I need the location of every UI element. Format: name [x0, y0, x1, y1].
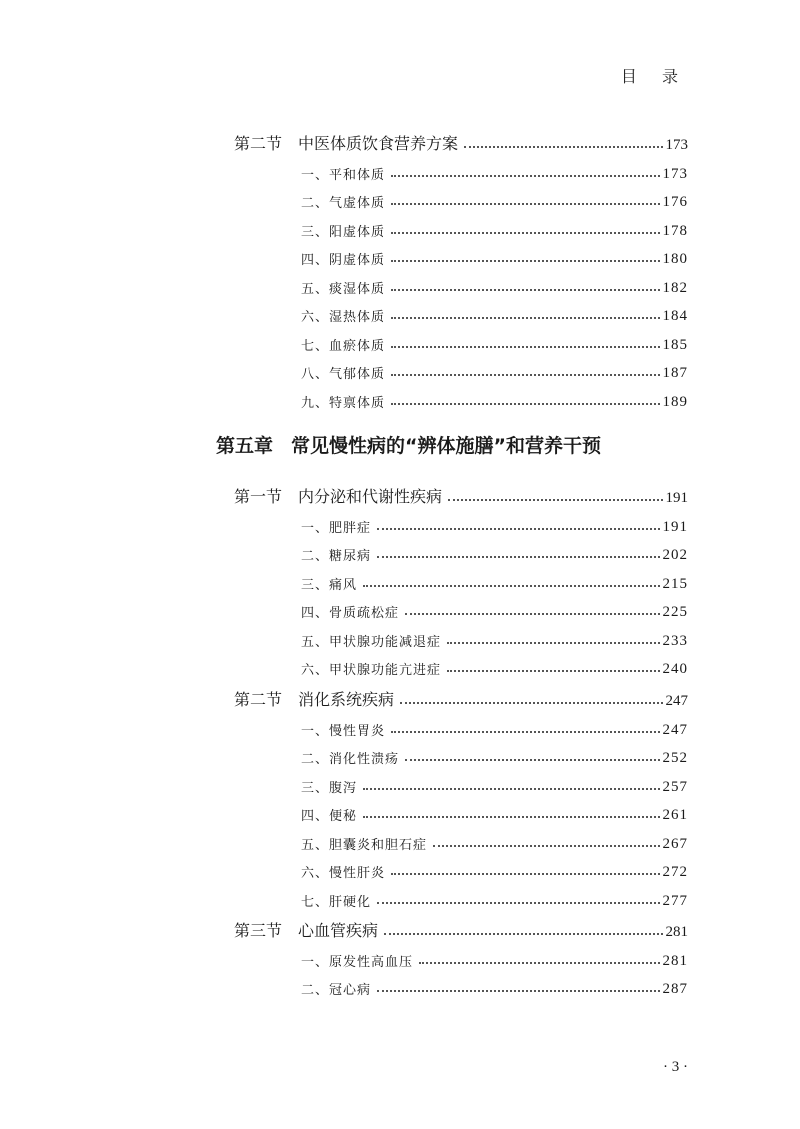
toc-entry-label — [234, 918, 384, 941]
toc-section-entry — [0, 686, 800, 710]
toc-item-entry — [0, 216, 800, 240]
toc-page-number: 182 — [662, 280, 688, 296]
toc-item-entry — [0, 187, 800, 211]
dot-leader — [419, 962, 659, 964]
toc-entry-label — [301, 278, 391, 297]
dot-leader — [391, 317, 659, 319]
dot-leader — [391, 175, 659, 177]
toc-page-number: 257 — [662, 779, 688, 795]
toc-entry-label — [301, 805, 363, 824]
toc-entry-title: 四、阴虚体质 — [301, 253, 386, 268]
toc-entry-label — [301, 862, 391, 881]
dot-leader — [391, 346, 659, 348]
toc-page-number: 184 — [662, 308, 688, 324]
toc-section-entry — [0, 483, 800, 507]
toc-entry-title: 一、慢性胃炎 — [301, 724, 386, 739]
chapter-heading — [216, 431, 601, 458]
dot-leader — [433, 845, 659, 847]
toc-item-entry — [0, 358, 800, 382]
toc-entry-title: 五、痰湿体质 — [301, 282, 386, 297]
toc-page-number: 173 — [662, 166, 688, 182]
toc-entry-title: 八、气郁体质 — [301, 367, 386, 382]
toc-item-entry — [0, 273, 800, 297]
toc-entry-label — [234, 687, 400, 710]
toc-page-number: 281 — [665, 924, 688, 940]
toc-entry-label — [301, 631, 447, 650]
toc-page-number: 277 — [662, 893, 688, 909]
dot-leader — [391, 731, 659, 733]
toc-page-number: 287 — [662, 981, 688, 997]
toc-entry-label — [301, 164, 391, 183]
toc-entry-label — [301, 221, 391, 240]
toc-entry-title: 中医体质饮食营养方案 — [298, 134, 459, 153]
toc-entry-label — [301, 748, 405, 767]
toc-entry-label — [301, 545, 377, 564]
toc-page-number: 247 — [662, 722, 688, 738]
toc-page-number: 191 — [662, 519, 688, 535]
dot-leader — [363, 816, 659, 818]
toc-page-number: 189 — [662, 394, 688, 410]
toc-entry-title: 六、慢性肝炎 — [301, 866, 386, 881]
toc-item-entry — [0, 597, 800, 621]
toc-page-number: 187 — [662, 365, 688, 381]
toc-entry-title: 二、冠心病 — [301, 983, 372, 998]
toc-entry-title: 一、平和体质 — [301, 168, 386, 183]
toc-entry-title: 一、原发性高血压 — [301, 955, 414, 970]
toc-item-entry — [0, 301, 800, 325]
toc-item-entry — [0, 654, 800, 678]
toc-entry-label — [301, 891, 377, 910]
toc-item-entry — [0, 974, 800, 998]
dot-leader — [405, 613, 659, 615]
toc-section-entry — [0, 917, 800, 941]
toc-entry-title: 七、血瘀体质 — [301, 339, 386, 354]
toc-item-entry — [0, 540, 800, 564]
toc-page-number: 173 — [665, 137, 688, 153]
toc-section-number: 第三节 — [234, 921, 283, 940]
toc-entry-label — [301, 363, 391, 382]
dot-leader — [391, 403, 659, 405]
dot-leader — [363, 585, 659, 587]
toc-entry-title: 消化系统疾病 — [298, 690, 395, 709]
toc-section-number: 第二节 — [234, 134, 283, 153]
page-header-title: 目 录 — [620, 67, 688, 86]
toc-page-number: 233 — [662, 633, 688, 649]
dot-leader — [405, 759, 659, 761]
toc-entry-label — [301, 335, 391, 354]
toc-entry-label — [301, 602, 405, 621]
toc-entry-label — [301, 659, 447, 678]
toc-entry-label — [301, 951, 419, 970]
toc-page-number: 215 — [662, 576, 688, 592]
dot-leader — [391, 873, 659, 875]
toc-page-number: 180 — [662, 251, 688, 267]
toc-entry-label — [301, 574, 363, 593]
toc-section-number: 第二节 — [234, 690, 283, 709]
toc-page-number: 240 — [662, 661, 688, 677]
toc-entry-label — [301, 306, 391, 325]
toc-entry-label — [301, 249, 391, 268]
toc-page-number: 267 — [662, 836, 688, 852]
toc-entry-title: 内分泌和代谢性疾病 — [298, 487, 443, 506]
toc-entry-title: 心血管疾病 — [298, 921, 379, 940]
toc-item-entry — [0, 244, 800, 268]
toc-page-number: 247 — [665, 693, 688, 709]
toc-section-number: 第一节 — [234, 487, 283, 506]
toc-page-number: 261 — [662, 807, 688, 823]
toc-entry-label — [301, 834, 433, 853]
dot-leader — [391, 289, 659, 291]
dot-leader — [377, 556, 659, 558]
dot-leader — [391, 232, 659, 234]
dot-leader — [377, 528, 659, 530]
toc-entry-label — [234, 131, 464, 154]
toc-entry-label — [301, 192, 391, 211]
toc-entry-title: 四、骨质疏松症 — [301, 606, 400, 621]
toc-entry-title: 三、痛风 — [301, 578, 358, 593]
toc-entry-title: 二、糖尿病 — [301, 549, 372, 564]
dot-leader — [384, 933, 662, 935]
toc-item-entry — [0, 800, 800, 824]
toc-entry-label — [301, 777, 363, 796]
dot-leader — [391, 203, 659, 205]
toc-page-number: 202 — [662, 547, 688, 563]
dot-leader — [391, 374, 659, 376]
toc-section-entry — [0, 130, 800, 154]
toc-entry-title: 四、便秘 — [301, 809, 358, 824]
toc-entry-label — [301, 720, 391, 739]
dot-leader — [448, 499, 662, 501]
toc-entry-title: 六、甲状腺功能亢进症 — [301, 663, 442, 678]
toc-item-entry — [0, 886, 800, 910]
dot-leader — [391, 260, 659, 262]
chapter-number: 第五章 — [216, 435, 274, 457]
toc-page-number: 272 — [662, 864, 688, 880]
toc-item-entry — [0, 857, 800, 881]
toc-page-number: 252 — [662, 750, 688, 766]
toc-page-number: 178 — [662, 223, 688, 239]
dot-leader — [464, 146, 662, 148]
dot-leader — [377, 990, 659, 992]
toc-item-entry — [0, 387, 800, 411]
toc-item-entry — [0, 715, 800, 739]
toc-page-number: 191 — [665, 490, 688, 506]
toc-entry-title: 九、特禀体质 — [301, 396, 386, 411]
chapter-title: 常见慢性病的“辨体施膳”和营养干预 — [291, 435, 601, 457]
toc-entry-title: 三、腹泻 — [301, 781, 358, 796]
toc-entry-title: 二、消化性溃疡 — [301, 752, 400, 767]
toc-page-number: 176 — [662, 194, 688, 210]
toc-item-entry — [0, 946, 800, 970]
toc-entry-label — [301, 517, 377, 536]
dot-leader — [363, 788, 659, 790]
toc-page-number: 225 — [662, 604, 688, 620]
toc-item-entry — [0, 569, 800, 593]
dot-leader — [447, 642, 659, 644]
toc-item-entry — [0, 626, 800, 650]
dot-leader — [447, 670, 659, 672]
toc-page-number: 185 — [662, 337, 688, 353]
toc-page-number: 281 — [662, 953, 688, 969]
toc-entry-title: 三、阳虚体质 — [301, 225, 386, 240]
toc-entry-title: 五、甲状腺功能减退症 — [301, 635, 442, 650]
dot-leader — [377, 902, 659, 904]
toc-entry-title: 七、肝硬化 — [301, 895, 372, 910]
toc-item-entry — [0, 330, 800, 354]
toc-item-entry — [0, 772, 800, 796]
dot-leader — [400, 702, 662, 704]
toc-entry-title: 五、胆囊炎和胆石症 — [301, 838, 428, 853]
page-number: · 3 · — [663, 1059, 688, 1075]
toc-item-entry — [0, 159, 800, 183]
toc-entry-title: 二、气虚体质 — [301, 196, 386, 211]
toc-item-entry — [0, 512, 800, 536]
toc-entry-label — [234, 484, 448, 507]
toc-entry-label — [301, 392, 391, 411]
toc-item-entry — [0, 829, 800, 853]
toc-entry-label — [301, 979, 377, 998]
toc-entry-title: 六、湿热体质 — [301, 310, 386, 325]
toc-entry-title: 一、肥胖症 — [301, 521, 372, 536]
toc-item-entry — [0, 743, 800, 767]
